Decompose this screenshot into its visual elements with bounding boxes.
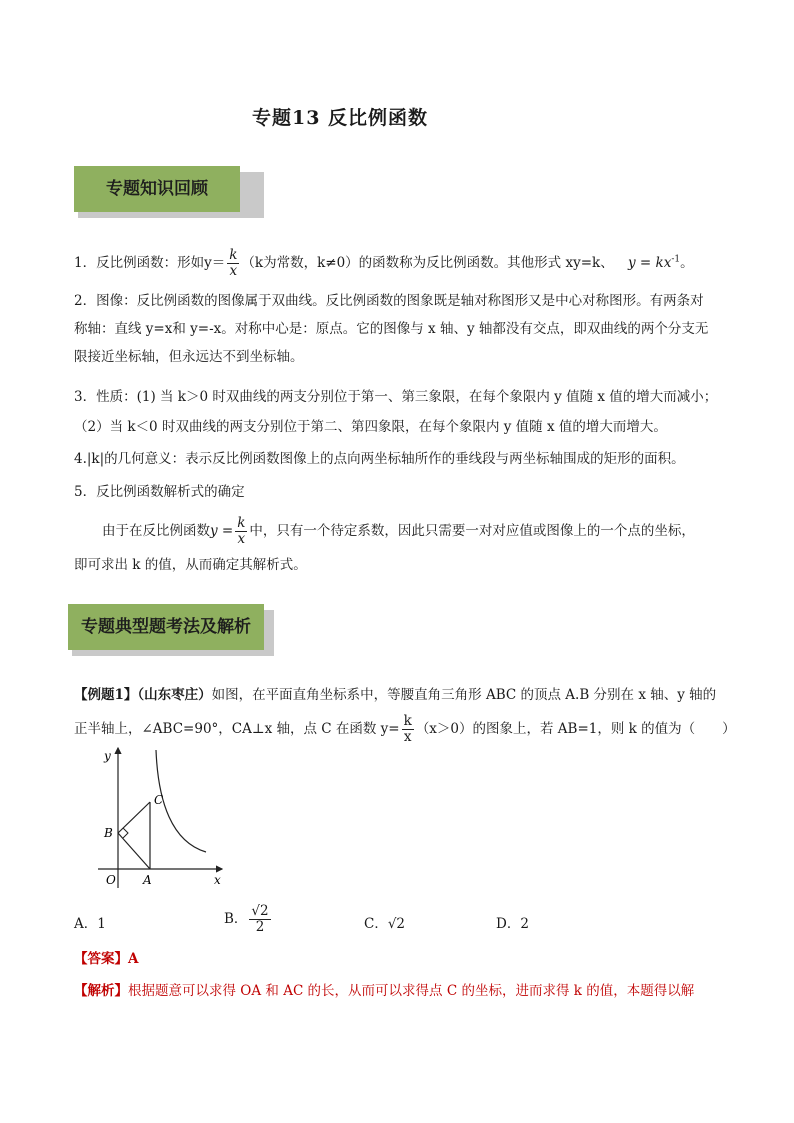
analysis-text: 根据题意可以求得 OA 和 AC 的长，从而可以求得点 C 的坐标，进而求得 k 的值，本题得以解 bbox=[128, 983, 695, 999]
example-text-l2a: 正半轴上，∠ABC=90°，CA⊥x 轴，点 C 在函数 y= bbox=[74, 721, 400, 737]
label-y: y bbox=[104, 749, 111, 763]
frac-denominator: x bbox=[403, 729, 412, 745]
paragraph-graph-l3: 限接近坐标轴，但永远达不到坐标轴。 bbox=[74, 349, 304, 365]
right-angle-mark bbox=[123, 828, 128, 838]
option-a: A．1 bbox=[74, 916, 106, 932]
example-1-line-1 bbox=[74, 684, 724, 706]
fraction-k-over-x-3 bbox=[402, 714, 414, 745]
p6-y: y = bbox=[210, 523, 234, 539]
example-1-line-2 bbox=[74, 713, 736, 745]
example-figure bbox=[94, 742, 234, 892]
page-title: 专题13 反比例函数 bbox=[251, 107, 429, 129]
option-b-label: B． bbox=[224, 911, 248, 927]
fraction-k-over-x-2 bbox=[235, 516, 247, 547]
label-O: O bbox=[106, 873, 116, 887]
paragraph-property-l1: 3．性质：(1) 当 k＞0 时双曲线的两支分别位于第一、第三象限，在每个象限内 y 值随 x 值的增大而减小； bbox=[74, 389, 718, 405]
segment-BA bbox=[118, 833, 150, 869]
section-banner-knowledge-review bbox=[74, 166, 264, 218]
p1-formula: y = kx bbox=[628, 255, 672, 271]
p6-text-a: 由于在反比例函数 bbox=[102, 523, 210, 539]
frac-denominator: x bbox=[237, 531, 246, 547]
option-b bbox=[224, 904, 273, 935]
paragraph-graph-l2: 称轴：直线 y=x和 y=-x。对称中心是：原点。它的图像与 x 轴、y 轴都没有交点，即双曲线的两个分支无 bbox=[74, 321, 709, 337]
paragraph-expression-title: 5．反比例函数解析式的确定 bbox=[74, 484, 245, 500]
section-banner-typical-problems bbox=[68, 604, 274, 656]
option-d: D．2 bbox=[496, 916, 529, 932]
label-A: A bbox=[143, 873, 152, 887]
frac-numerator: k bbox=[237, 515, 246, 531]
option-b-fraction bbox=[249, 904, 270, 935]
paragraph-definition bbox=[74, 248, 724, 279]
fraction-k-over-x bbox=[227, 248, 239, 279]
p1-text-d: 。 bbox=[680, 255, 694, 271]
label-B: B bbox=[104, 826, 113, 840]
frac-denominator: 2 bbox=[255, 919, 265, 935]
hyperbola-curve bbox=[156, 750, 206, 852]
example-text-l1: 如图，在平面直角坐标系中，等腰直角三角形 ABC 的顶点 A.B 分别在 x 轴、y 轴的 bbox=[211, 687, 717, 703]
frac-numerator: √2 bbox=[251, 903, 269, 919]
p1-text-b: （k为常数，k≠0）的函数称为反比例函数。其他形式 xy=k、 bbox=[241, 255, 614, 271]
label-C: C bbox=[154, 793, 164, 807]
analysis-tag: 【解析】 bbox=[74, 983, 128, 999]
p1-exponent: -1 bbox=[671, 254, 681, 265]
frac-denominator: x bbox=[229, 263, 238, 279]
section-title-typical-problems: 专题典型题考法及解析 bbox=[68, 604, 264, 650]
example-text-l2b: （x＞0）的图象上，若 AB=1，则 k 的值为（ ） bbox=[415, 721, 736, 737]
frac-numerator: k bbox=[229, 247, 238, 263]
example-source: （山东枣庄） bbox=[137, 687, 212, 703]
paragraph-expression-l2: 即可求出 k 的值，从而确定其解析式。 bbox=[74, 557, 307, 573]
frac-numerator: k bbox=[403, 713, 412, 729]
answer-line: 【答案】A bbox=[74, 951, 139, 967]
paragraph-property-l2: （2）当 k＜0 时双曲线的两支分别位于第二、第四象限，在每个象限内 y 值随 x 值的增大而增大。 bbox=[74, 419, 667, 435]
p1-text-a: 1．反比例函数：形如y＝ bbox=[74, 255, 226, 271]
paragraph-k-geometry: 4.|k|的几何意义：表示反比例函数图像上的点向两坐标轴所作的垂线段与两坐标轴围成的矩形的面积。 bbox=[74, 451, 685, 467]
paragraph-graph-l1: 2．图像：反比例函数的图像属于双曲线。反比例函数的图象既是轴对称图形又是中心对称图形。有两条对 bbox=[74, 293, 704, 309]
option-c: C．√2 bbox=[364, 916, 406, 932]
section-title-knowledge-review: 专题知识回顾 bbox=[74, 166, 240, 212]
p6-text-b: 中，只有一个待定系数，因此只需要一对对应值或图像上的一个点的坐标， bbox=[249, 523, 695, 539]
paragraph-expression-l1 bbox=[102, 516, 752, 547]
label-x: x bbox=[214, 873, 221, 887]
analysis-line bbox=[74, 980, 724, 1002]
example-tag: 【例题1】 bbox=[74, 687, 138, 703]
